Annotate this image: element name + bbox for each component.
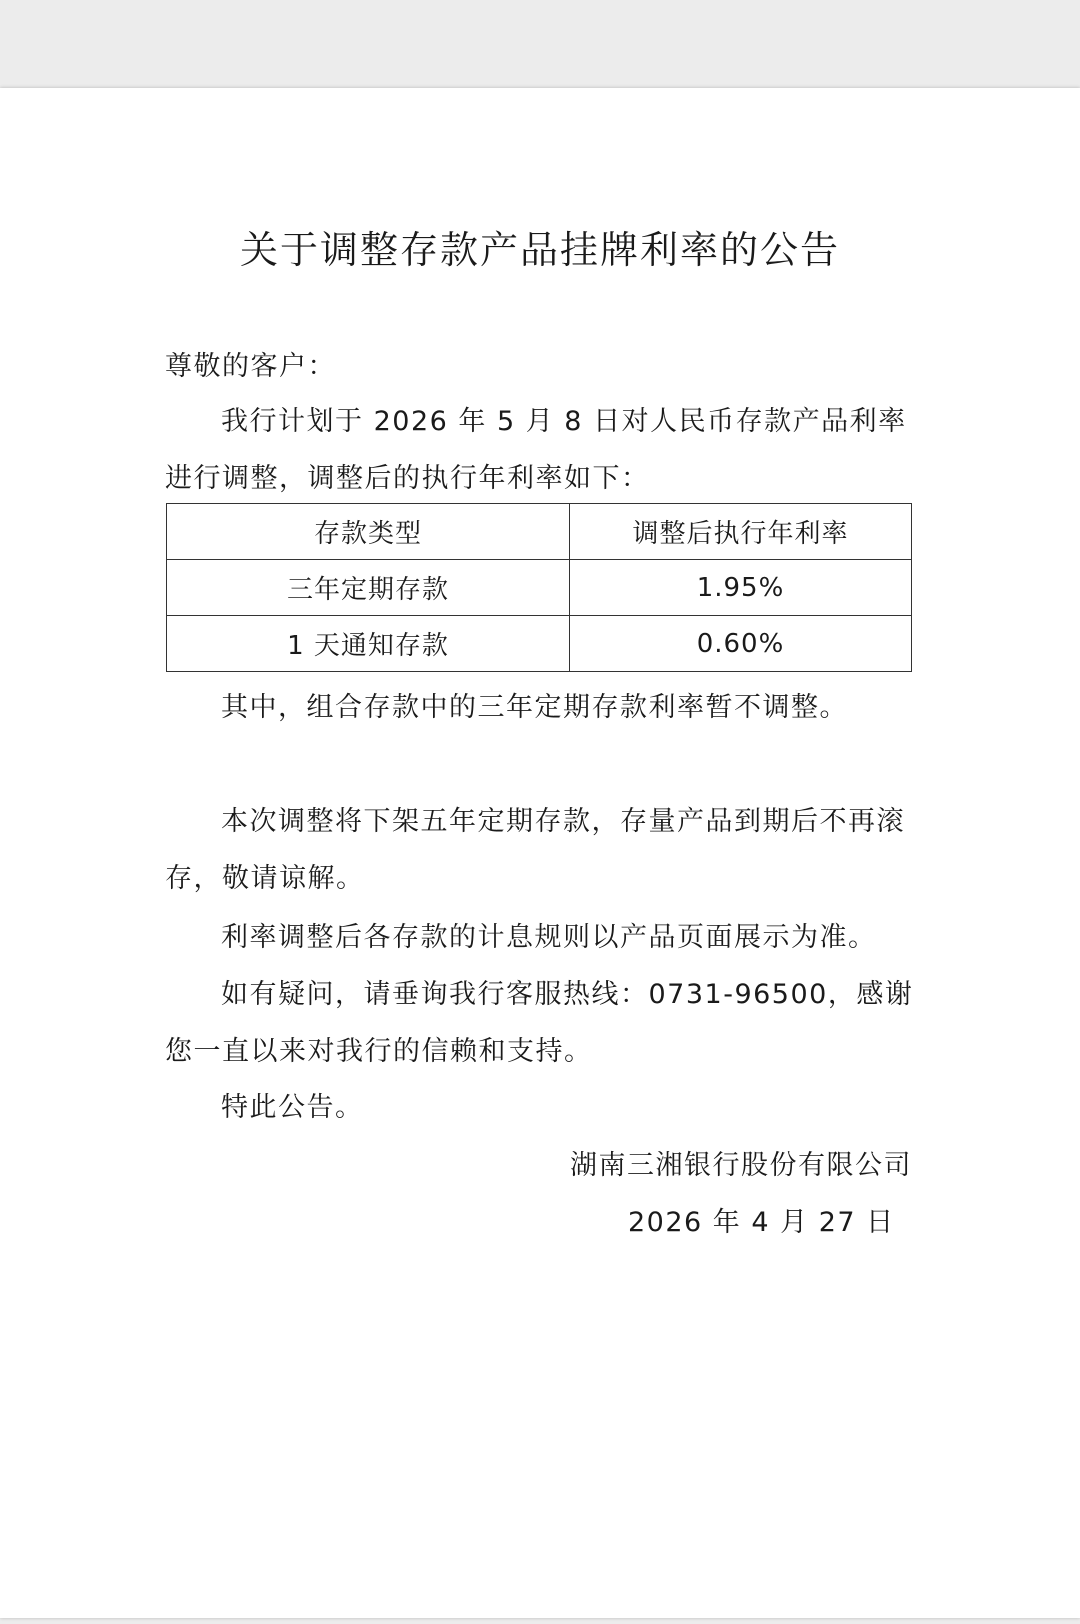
deposit-type-cell: 三年定期存款 xyxy=(167,560,570,616)
salutation: 尊敬的客户： xyxy=(165,351,336,382)
contact-paragraph: 如有疑问，请垂询我行客服热线：0731-96500，感谢您一直以来对我行的信赖和支持。 xyxy=(165,979,914,1067)
intro-paragraph: 我行计划于 2026 年 5 月 8 日对人民币存款产品利率进行调整，调整后的执行年利率如下： xyxy=(165,406,907,494)
table-row xyxy=(167,616,912,672)
rate-cell: 1.95% xyxy=(570,560,912,616)
exception-paragraph: 其中，组合存款中的三年定期存款利率暂不调整。 xyxy=(221,692,848,723)
rate-cell: 0.60% xyxy=(570,616,912,672)
issuer-signature: 湖南三湘银行股份有限公司 xyxy=(570,1150,912,1181)
rules-paragraph: 利率调整后各存款的计息规则以产品页面展示为准。 xyxy=(221,922,877,953)
table-header-cell: 存款类型 xyxy=(167,504,570,560)
issue-date: 2026 年 4 月 27 日 xyxy=(628,1207,895,1238)
document-title: 关于调整存款产品挂牌利率的公告 xyxy=(239,228,840,272)
table-header-row xyxy=(167,504,912,560)
table-row xyxy=(167,560,912,616)
document-page xyxy=(0,88,1080,1618)
delist-paragraph: 本次调整将下架五年定期存款，存量产品到期后不再滚存，敬请谅解。 xyxy=(165,806,905,894)
table-header-cell: 调整后执行年利率 xyxy=(570,504,912,560)
deposit-type-cell: 1 天通知存款 xyxy=(167,616,570,672)
closing-line: 特此公告。 xyxy=(221,1092,364,1123)
rate-table xyxy=(166,503,912,672)
